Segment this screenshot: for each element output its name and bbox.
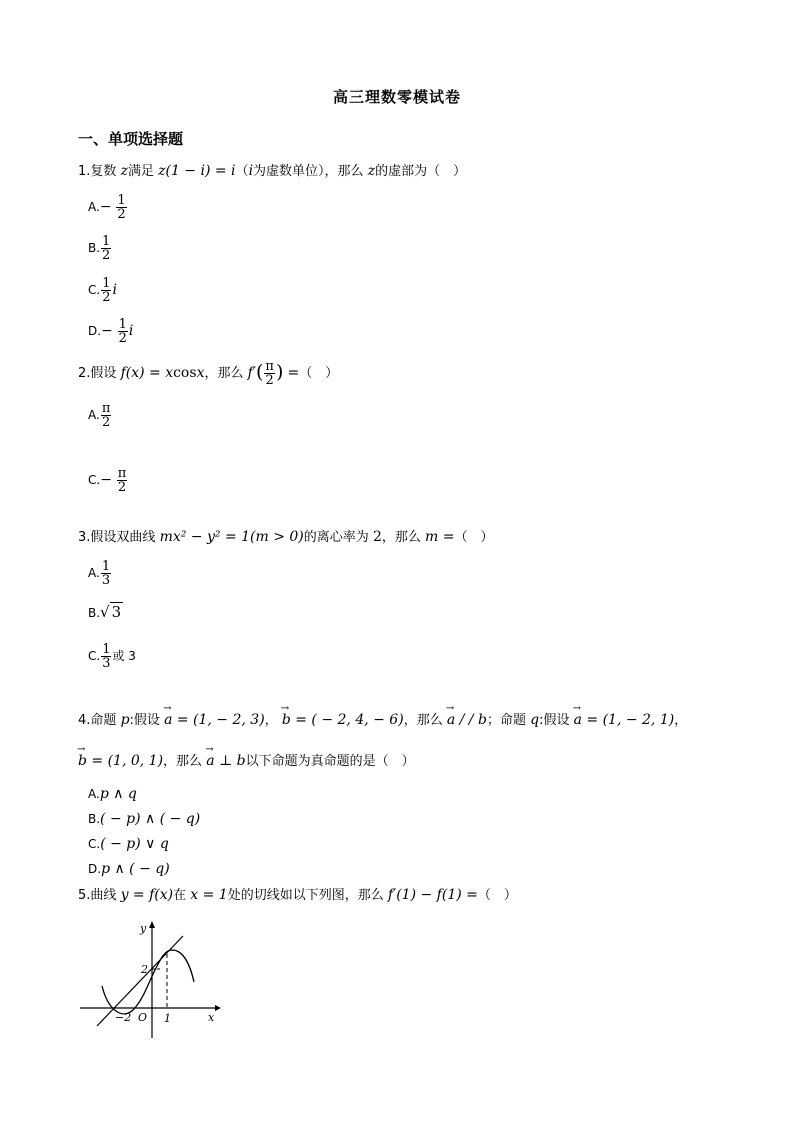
equation: z(1 − i) = i bbox=[158, 163, 236, 179]
fraction: $\frac{1}{2}$ bbox=[102, 276, 111, 305]
y-axis-label: y bbox=[140, 922, 147, 935]
x-axis-arrow bbox=[215, 1005, 221, 1011]
fraction: $\frac{1}{2}$ bbox=[102, 234, 111, 263]
option-a: A. $\frac{1}{3}$ bbox=[88, 559, 111, 588]
question-2: 2.假设 f(x) = xcosx，那么 f′( $\frac{\pi}{2}$ ) =（ ） bbox=[78, 359, 339, 388]
question-4-continued: → b = (1, 0, 1)，那么 → a ⊥ b以下命题为真命题的是（ ） bbox=[78, 751, 415, 772]
tick-label-2: 2 bbox=[141, 963, 148, 976]
question-4: 4.命题 p:假设 → a = (1, − 2, 3)， → b = ( − 2, 4, − 6)，那么 → a / / b；命题 q:假设 → a = (1, − 2, 1)， bbox=[78, 710, 687, 731]
tick-label-1: 1 bbox=[164, 1012, 171, 1025]
fraction: $\frac{1}{2}$ bbox=[117, 193, 126, 222]
question-number: 3. bbox=[78, 530, 91, 545]
option-b: B.( − p) ∧ ( − q) bbox=[88, 811, 201, 827]
option-c: C. $\frac{1}{3}$ 或 3 bbox=[88, 642, 136, 671]
y-axis-arrow bbox=[149, 921, 155, 928]
fraction: $\frac{1}{2}$ bbox=[118, 317, 127, 346]
question-number: 2. bbox=[78, 366, 91, 381]
option-c: C. $\frac{1}{2}$ i bbox=[88, 276, 117, 305]
function-curve bbox=[102, 950, 194, 1014]
question-number: 1. bbox=[78, 164, 91, 179]
tangent-line-graph bbox=[75, 918, 225, 1043]
option-a: A.p ∧ q bbox=[88, 786, 137, 802]
x-axis-label: x bbox=[208, 1011, 215, 1024]
option-a: A.− $\frac{1}{2}$ bbox=[88, 193, 126, 222]
option-d: D.p ∧ ( − q) bbox=[88, 861, 170, 877]
option-c: C.− $\frac{\pi}{2}$ bbox=[88, 466, 127, 495]
question-number: 5. bbox=[78, 888, 91, 903]
square-root: √ 3 bbox=[100, 603, 122, 621]
origin-label: O bbox=[138, 1011, 148, 1024]
option-a: A. $\frac{\pi}{2}$ bbox=[88, 401, 111, 430]
question-number: 4. bbox=[78, 713, 91, 728]
fraction: $\frac{\pi}{2}$ bbox=[265, 359, 274, 388]
question-5: 5.曲线 y = f(x)在 x = 1处的切线如以下列图，那么 f′(1) − f(1) =（ ） bbox=[78, 887, 517, 903]
question-1: 1.复数 z满足 z(1 − i) = i（i为虚数单位），那么 z的虚部为（ ） bbox=[78, 163, 467, 179]
question-3: 3.假设双曲线 mx² − y² = 1(m > 0)的离心率为 2，那么 m =（ ） bbox=[78, 529, 494, 545]
page-title: 高三理数零模试卷 bbox=[332, 88, 461, 106]
equation: mx² − y² = 1(m > 0) bbox=[159, 529, 304, 545]
option-d: D.− $\frac{1}{2}$ i bbox=[88, 317, 134, 346]
option-b: B. $\frac{1}{2}$ bbox=[88, 234, 111, 263]
option-c: C.( − p) ∨ q bbox=[88, 836, 169, 852]
fraction: $\frac{1}{3}$ bbox=[102, 642, 111, 671]
fraction: $\frac{\pi}{2}$ bbox=[117, 466, 127, 495]
option-b: B.√ 3 bbox=[88, 603, 122, 621]
tick-label-neg2: −2 bbox=[115, 1011, 132, 1024]
fraction: $\frac{\pi}{2}$ bbox=[101, 401, 111, 430]
section-heading: 一、单项选择题 bbox=[78, 130, 184, 148]
fraction: $\frac{1}{3}$ bbox=[101, 559, 111, 588]
